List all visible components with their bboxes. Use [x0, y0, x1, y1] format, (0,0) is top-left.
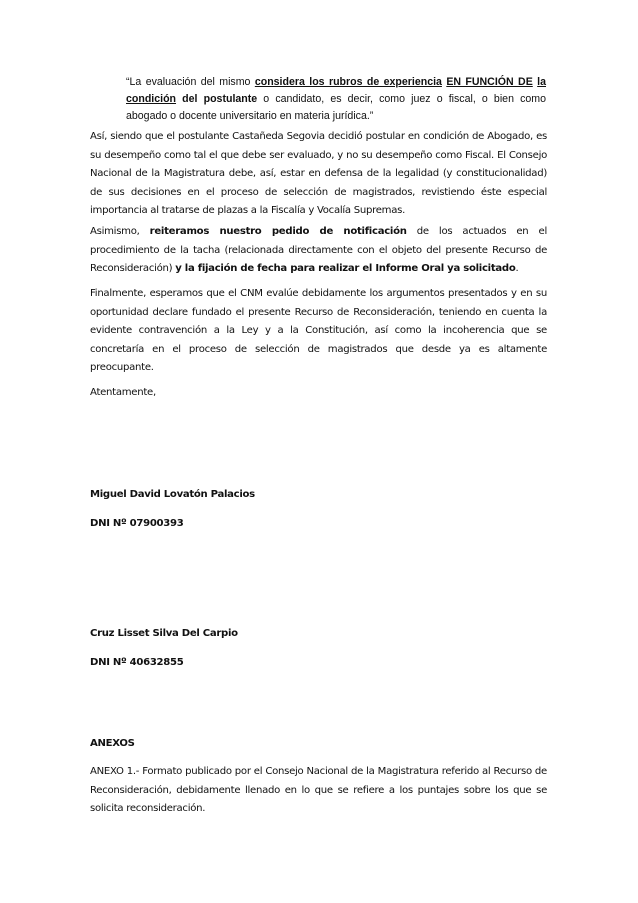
signatory-1-name: Miguel David Lovatón Palacios — [90, 489, 255, 500]
quoted-evaluation-criteria — [126, 74, 546, 125]
paragraph-conclusion: Finalmente, esperamos que el CNM evalúe debidamente los argumentos presentados y en su oportunidad declare fundado el presente Recurso de Reconsideración, teniendo en cuenta la evidente contravención a la Ley y a la Constitución, así como la incoherencia que se concretaría en el proceso de selección de magistrados que desde ya es altamente preocupante. — [90, 288, 547, 373]
signatory-2-name: Cruz Lisset Silva Del Carpio — [90, 628, 238, 639]
quote-emphasis-en-funcion: EN FUNCIÓN DE — [446, 76, 533, 88]
paragraph-notification-request: Asimismo, reiteramos nuestro pedido de notificación de los actuados en el procedimiento de la tacha (relacionada directamente con el objeto del presente Recurso de Reconsideración) y la fijación de fecha para realizar el Informe Oral ya solicitado. — [90, 226, 547, 274]
signatory-2-dni: DNI Nº 40632855 — [90, 657, 184, 668]
emphasis-oral-report-request: y la fijación de fecha para realizar el Informe Oral ya solicitado — [175, 263, 516, 274]
signatory-1-dni: DNI Nº 07900393 — [90, 518, 184, 529]
quote-emphasis-postulante: del postulante — [182, 93, 258, 105]
quote-text-open: “La evaluación del mismo — [126, 76, 255, 88]
quote-text-rest: o candidato, es decir, como juez o fiscal, o bien como abogado o docente universitario en materia jurídica.” — [126, 93, 546, 122]
closing-salutation: Atentamente, — [90, 387, 156, 398]
paragraph-abogado-evaluation: Así, siendo que el postulante Castañeda Segovia decidió postular en condición de Abogado, es su desempeño como tal el que debe ser evaluado, y no su desempeño como Fiscal. El Consejo Nacional de la Magistratura debe, así, estar en defensa de la legalidad (y constitucionalidad) de sus decisiones en el proceso de selección de magistrados, revistiendo éste especial importancia al tratarse de plazas a la Fiscalía y Vocalía Supremas. — [90, 131, 547, 216]
annex-1-description: ANEXO 1.- Formato publicado por el Consejo Nacional de la Magistratura referido al Recurso de Reconsideración, debidamente llenado en lo que se refiere a los puntajes sobre los que se solicita reconsideración. — [90, 766, 547, 814]
quote-emphasis-experience: considera los rubros de experiencia — [254, 76, 442, 88]
annexes-heading: ANEXOS — [90, 738, 135, 749]
quote-emphasis-condicion: la condición — [126, 76, 546, 105]
emphasis-notification-request: reiteramos nuestro pedido de notificación — [149, 226, 407, 237]
